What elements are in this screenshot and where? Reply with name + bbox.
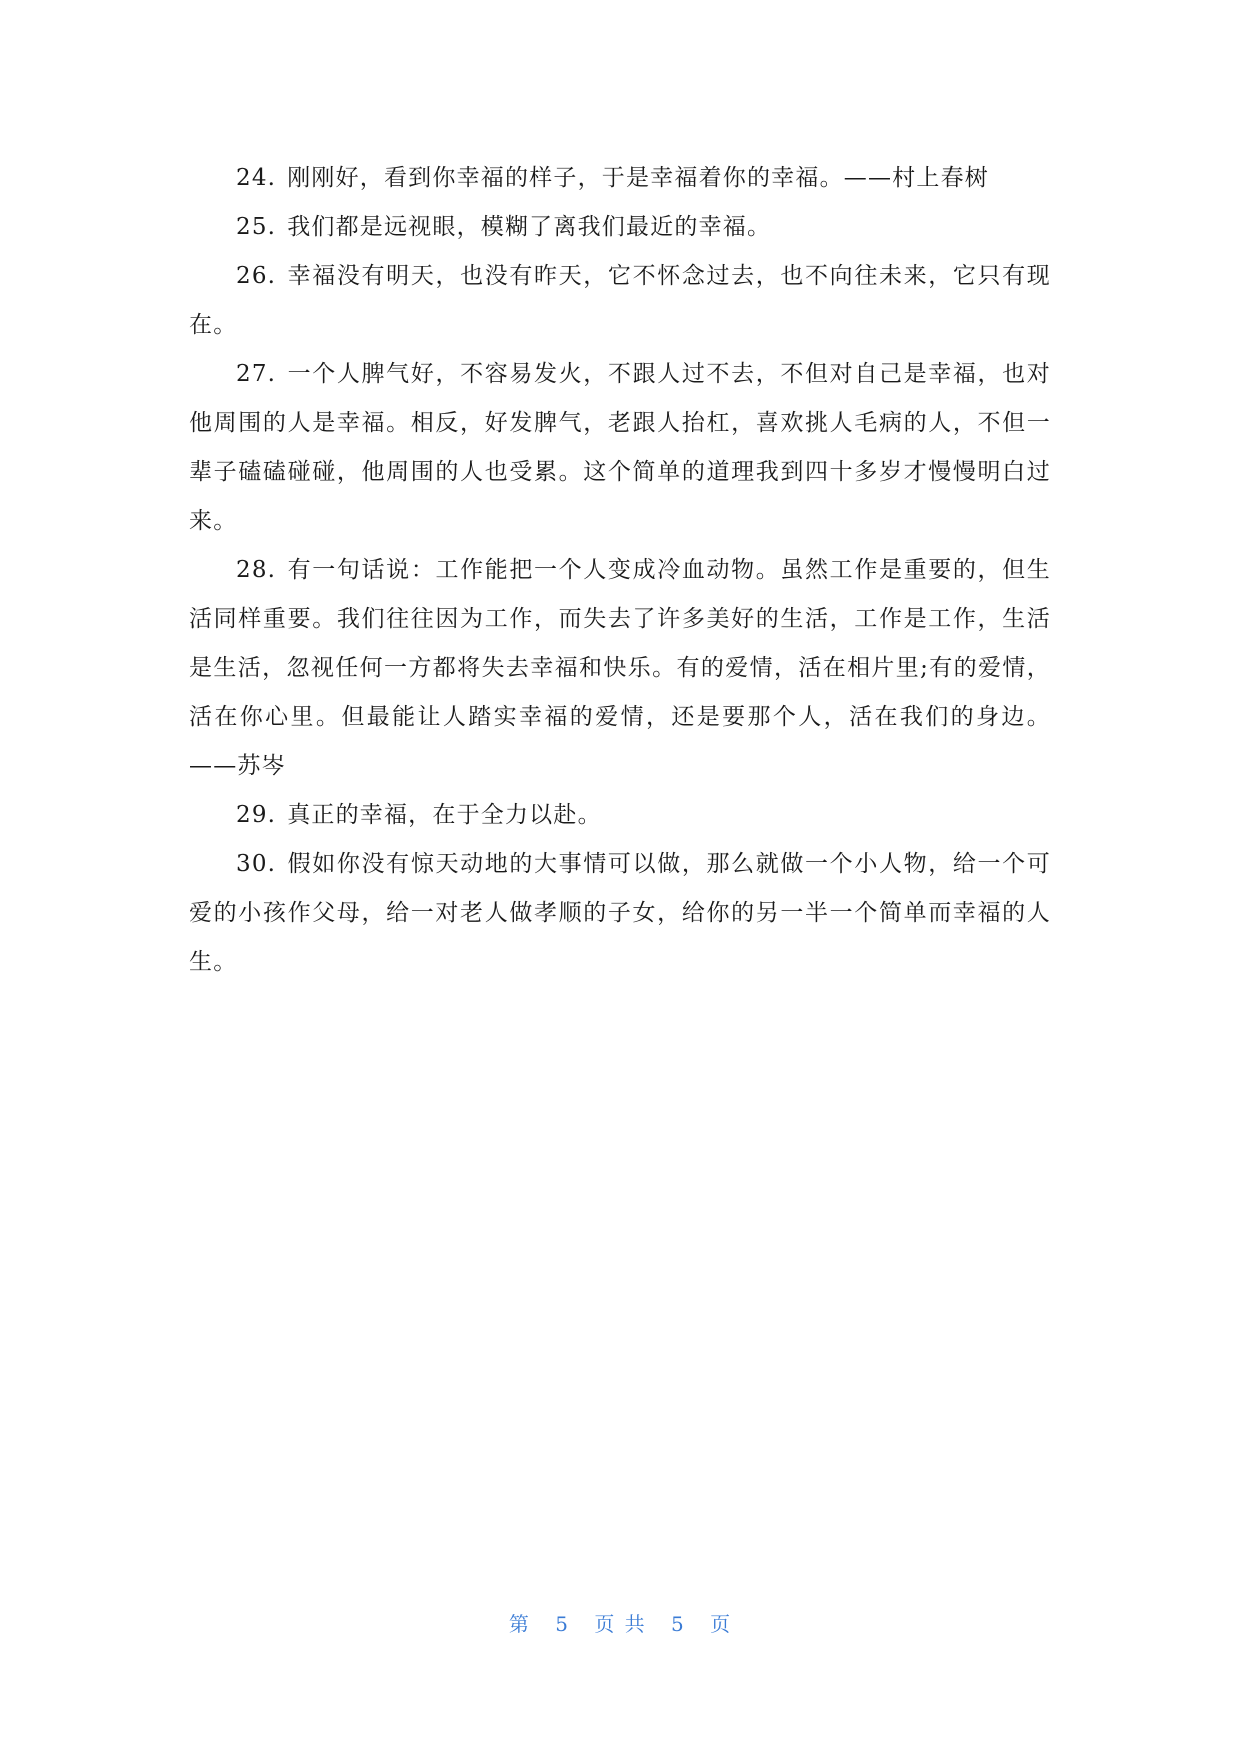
item-number: 29. [236, 802, 277, 828]
list-item [189, 252, 1051, 350]
list-item [189, 350, 1051, 546]
list-item [189, 791, 1051, 840]
total-page-number: 5 [671, 1612, 686, 1636]
item-number: 26. [236, 263, 277, 289]
item-text: 刚刚好，看到你幸福的样子，于是幸福着你的幸福。——村上春树 [287, 165, 989, 191]
document-body [189, 154, 1051, 987]
item-text: 一个人脾气好，不容易发火，不跟人过不去，不但对自己是幸福，也对他周围的人是幸福。相反，好发脾气，老跟人抬杠，喜欢挑人毛病的人，不但一辈子磕磕碰碰，他周围的人也受累。这个简单的道理我到四十多岁才慢慢明白过来。 [189, 361, 1051, 534]
page-footer [0, 1608, 1241, 1637]
list-item [189, 154, 1051, 203]
item-text: 有一句话说：工作能把一个人变成冷血动物。虽然工作是重要的，但生活同样重要。我们往往因为工作，而失去了许多美好的生活，工作是工作，生活是生活，忽视任何一方都将失去幸福和快乐。有的爱情，活在相片里;有的爱情，活在你心里。但最能让人踏实幸福的爱情，还是要那个人，活在我们的身边。——苏岑 [189, 557, 1051, 779]
footer-middle: 页 共 [594, 1612, 647, 1636]
item-text: 真正的幸福，在于全力以赴。 [287, 802, 602, 828]
item-text: 我们都是远视眼，模糊了离我们最近的幸福。 [287, 214, 772, 240]
item-text: 幸福没有明天，也没有昨天，它不怀念过去，也不向往未来，它只有现在。 [189, 263, 1051, 338]
list-item [189, 546, 1051, 791]
footer-suffix: 页 [710, 1612, 733, 1636]
footer-prefix: 第 [508, 1612, 531, 1636]
current-page-number: 5 [555, 1612, 570, 1636]
list-item [189, 840, 1051, 987]
item-text: 假如你没有惊天动地的大事情可以做，那么就做一个小人物，给一个可爱的小孩作父母，给一对老人做孝顺的子女，给你的另一半一个简单而幸福的人生。 [189, 851, 1051, 975]
list-item [189, 203, 1051, 252]
item-number: 24. [236, 165, 277, 191]
item-number: 27. [236, 361, 277, 387]
item-number: 30. [236, 851, 277, 877]
item-number: 25. [236, 214, 277, 240]
item-number: 28. [236, 557, 277, 583]
